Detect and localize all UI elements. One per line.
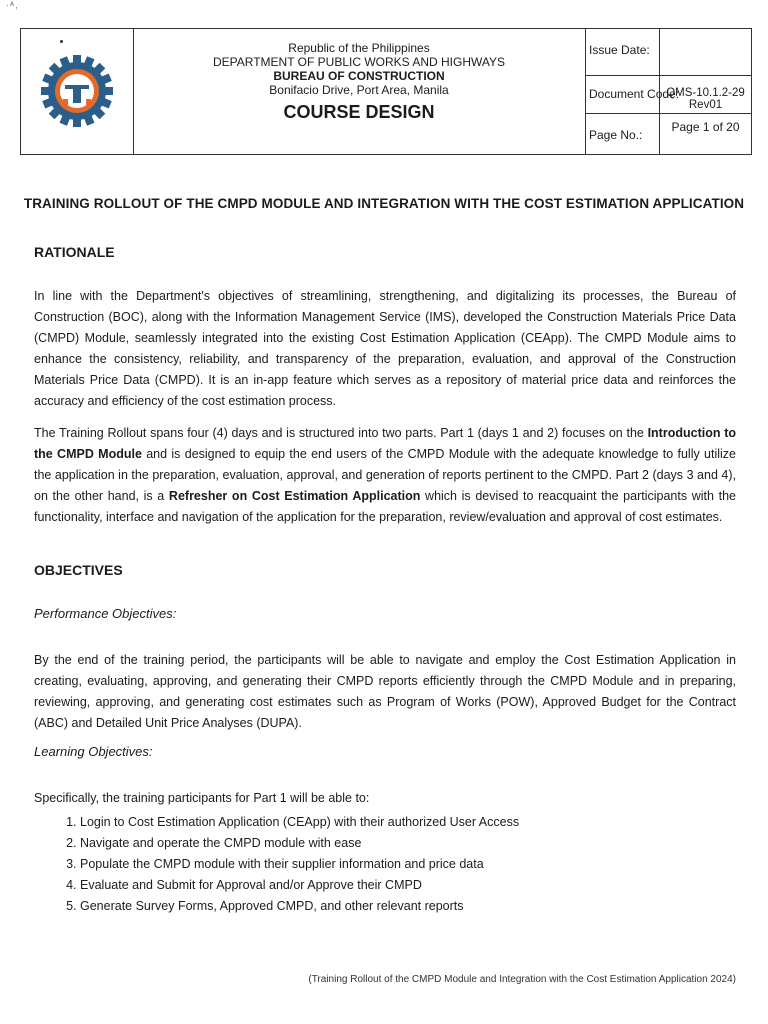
- rationale-p2-text-c: and is designed to equip the end users of the CMPD Module with the adequate knowledge to fully utilize the application in the preparation, evaluation, approval, and generation of reports pertinent to the CMPD. Part 2 (days 3 and 4), on the other hand, is a: [34, 447, 736, 503]
- document-code-row: [585, 76, 751, 114]
- header-right-cell: [585, 29, 751, 154]
- bureau-line: BUREAU OF CONSTRUCTION: [273, 69, 445, 83]
- republic-line: Republic of the Philippines: [288, 41, 430, 55]
- issue-date-row: [585, 29, 751, 76]
- rationale-p2-bold-part1: Introduction to the CMPD Module: [34, 426, 737, 461]
- logo-cell: [21, 29, 134, 154]
- issue-date-label: Issue Date:: [589, 43, 650, 57]
- rationale-p2-bold-part2: Refresher on Cost Estimation Application: [168, 489, 421, 503]
- performance-objectives-heading: Performance Objectives:: [34, 606, 177, 621]
- document-header-table: [20, 28, 752, 155]
- learning-objectives-list: [58, 812, 519, 917]
- course-design-title: COURSE DESIGN: [283, 102, 435, 122]
- learning-objectives-intro: Specifically, the training participants for Part 1 will be able to:: [34, 791, 370, 805]
- list-item: 4. Evaluate and Submit for Approval and/or Approve their CMPD: [80, 875, 519, 896]
- list-item: 2. Navigate and operate the CMPD module with ease: [80, 833, 519, 854]
- header-center-cell: [133, 29, 586, 154]
- page-no-row: [585, 114, 751, 154]
- page-footer: (Training Rollout of the CMPD Module and Integration with the Cost Estimation Application 2024): [308, 974, 736, 985]
- page-no-label: Page No.:: [589, 128, 643, 142]
- document-title: TRAINING ROLLOUT OF THE CMPD MODULE AND INTEGRATION WITH THE COST ESTIMATION APPLICATION: [23, 196, 745, 211]
- list-item: 3. Populate the CMPD module with their supplier information and price data: [80, 854, 519, 875]
- dpwh-logo-icon: [21, 29, 133, 154]
- rationale-p2-text-e: which is devised to reacquaint the participants with the functionality, interface and navigation of the application for the preparation, review/evaluation and approval of cost estimates.: [34, 489, 736, 524]
- department-line: DEPARTMENT OF PUBLIC WORKS AND HIGHWAYS: [212, 55, 506, 69]
- rationale-paragraph-2: [34, 423, 736, 528]
- issue-date-value: [659, 29, 751, 75]
- scan-corner-mark: ·ᴬ,: [6, 0, 19, 10]
- objectives-heading: OBJECTIVES: [34, 562, 123, 578]
- page-no-value: Page 1 of 20: [659, 114, 751, 154]
- document-code-value: QMS-10.1.2-29 Rev01: [659, 76, 751, 113]
- address-line: Bonifacio Drive, Port Area, Manila: [269, 83, 449, 97]
- rationale-heading: RATIONALE: [34, 244, 115, 260]
- document-code-label: Document Code:: [589, 87, 680, 101]
- rationale-paragraph-1: In line with the Department's objectives of streamlining, strengthening, and digitalizing its processes, the Bureau of Construction (BOC), along with the Information Management Service (IMS), developed the Construction Materials Price Data (CMPD) Module, seamlessly integrated into the existing Cost Estimation Application (CEApp). The CMPD Module aims to enhance the consistency, reliability, and transparency of the preparation, evaluation, and approval of the Construction Materials Price Data (CMPD). It is an in-app feature which serves as a repository of material price data and reinforces the accuracy and efficiency of the cost estimation process.: [34, 289, 736, 408]
- learning-objectives-heading: Learning Objectives:: [34, 744, 153, 759]
- list-item: 1. Login to Cost Estimation Application (CEApp) with their authorized User Access: [80, 812, 519, 833]
- rationale-p2-text-a: The Training Rollout spans four (4) days and is structured into two parts. Part 1 (days 1 and 2) focuses on the: [34, 426, 648, 440]
- list-item: 5. Generate Survey Forms, Approved CMPD, and other relevant reports: [80, 896, 519, 917]
- performance-objectives-paragraph: By the end of the training period, the participants will be able to navigate and employ the Cost Estimation Application in creating, evaluating, approving, and generating their CMPD reports efficiently through the CMPD Module and in preparing, reviewing, approving, and generating cost estimates such as Program of Works (POW), Approved Budget for the Contract (ABC) and Detailed Unit Price Analyses (DUPA).: [34, 653, 736, 730]
